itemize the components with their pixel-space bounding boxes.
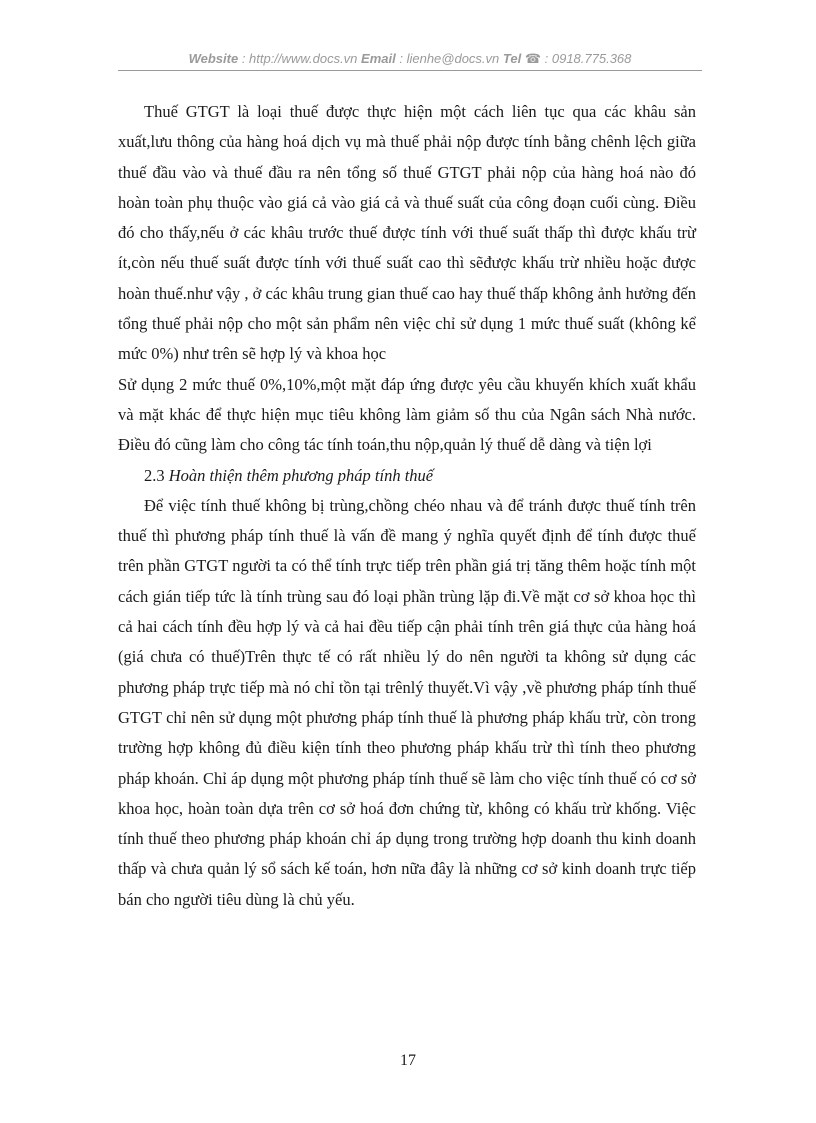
website-url[interactable]: : http://www.docs.vn <box>241 51 358 66</box>
paragraph-calculation-method: Để việc tính thuế không bị trùng,chồng chéo nhau và để tránh được thuế tính trên thuế thì phương pháp tính thuế là vấn đề mang ý nghĩa quyết định để tính được thuế trên phần GTGT người ta có thể tính trực tiếp trên phần giá trị tăng thêm hoặc tính một cách gián tiếp tức là tính trùng sau đó loại phần trùng lặp đi.Về mặt cơ sở khoa học thì cả hai cách tính đều hợp lý và cả hai đều tiếp cận phải tính trên giá thực của hàng hoá (giá chưa có thuế)Trên thực tế có rất nhiều lý do nên người ta không sử dụng các phương pháp trực tiếp mà nó chỉ tồn tại trênlý thuyết.Vì vậy ,về phương pháp tính thuế GTGT chỉ nên sử dụng một phương pháp tính thuế là phương pháp khấu trừ, còn trong trường hợp không đủ điều kiện tính theo phương pháp khấu trừ thì tính theo phương pháp khoán. Chỉ áp dụng một phương pháp tính thuế sẽ làm cho việc tính thuế có cơ sở khoa học, hoàn toàn dựa trên cơ sở hoá đơn chứng từ, không có khấu trừ khống. Việc tính thuế theo phương pháp khoán chỉ áp dụng trong trường hợp doanh thu kinh doanh thấp và chưa quản lý sổ sách kế toán, hơn nữa đây là những cơ sở kinh doanh trực tiếp bán cho người tiêu dùng là chủ yếu. <box>118 495 696 909</box>
paragraph-vat-mechanism: Thuế GTGT là loại thuế được thực hiện một cách liên tục qua các khâu sản xuất,lưu thông của hàng hoá dịch vụ mà thuế phải nộp được tính bằng chênh lệch giữa thuế đầu vào và thuế đầu ra nên tổng số thuế GTGT phải nộp của hàng hoá nào đó hoàn toàn phụ thuộc vào giá cả vào giá cả và thuế suất của công đoạn cuối cùng. Điều đó cho thấy,nếu ở các khâu trước thuế được tính với thuế suất thấp thì được khấu trừ ít,còn nếu thuế suất được tính với thuế suất cao thì sẽđược khấu trừ nhiều hoặc được hoàn thuế.như vậy , ở các khâu trung gian thuế cao hay thuế thấp không ảnh hưởng đến tổng thuế phải nộp cho một sản phẩm nên việc chỉ sử dụng 1 mức thuế suất (không kể mức 0%) như trên sẽ hợp lý và khoa học <box>118 102 696 364</box>
phone-number: ☎ : 0918.775.368 <box>524 51 632 66</box>
section-title: Hoàn thiện thêm phương pháp tính thuế <box>168 465 434 485</box>
document-body <box>118 97 696 915</box>
email-label: Email <box>361 51 396 66</box>
section-heading <box>118 461 696 491</box>
section-number: 2.3 <box>144 465 165 485</box>
paragraph-tax-rates: Sử dụng 2 mức thuế 0%,10%,một mặt đáp ứng được yêu cầu khuyến khích xuất khẩu và mặt khác để thực hiện mục tiêu không làm giảm số thu của Ngân sách Nhà nước. Điều đó cũng làm cho công tác tính toán,thu nộp,quản lý thuế dễ dàng và tiện lợi <box>118 374 696 455</box>
page-number: 17 <box>400 1052 416 1069</box>
email-address[interactable]: : lienhe@docs.vn <box>399 51 500 66</box>
page-header <box>118 51 702 67</box>
website-label: Website <box>188 51 239 66</box>
header-divider <box>118 70 702 71</box>
tel-label: Tel <box>502 51 522 66</box>
